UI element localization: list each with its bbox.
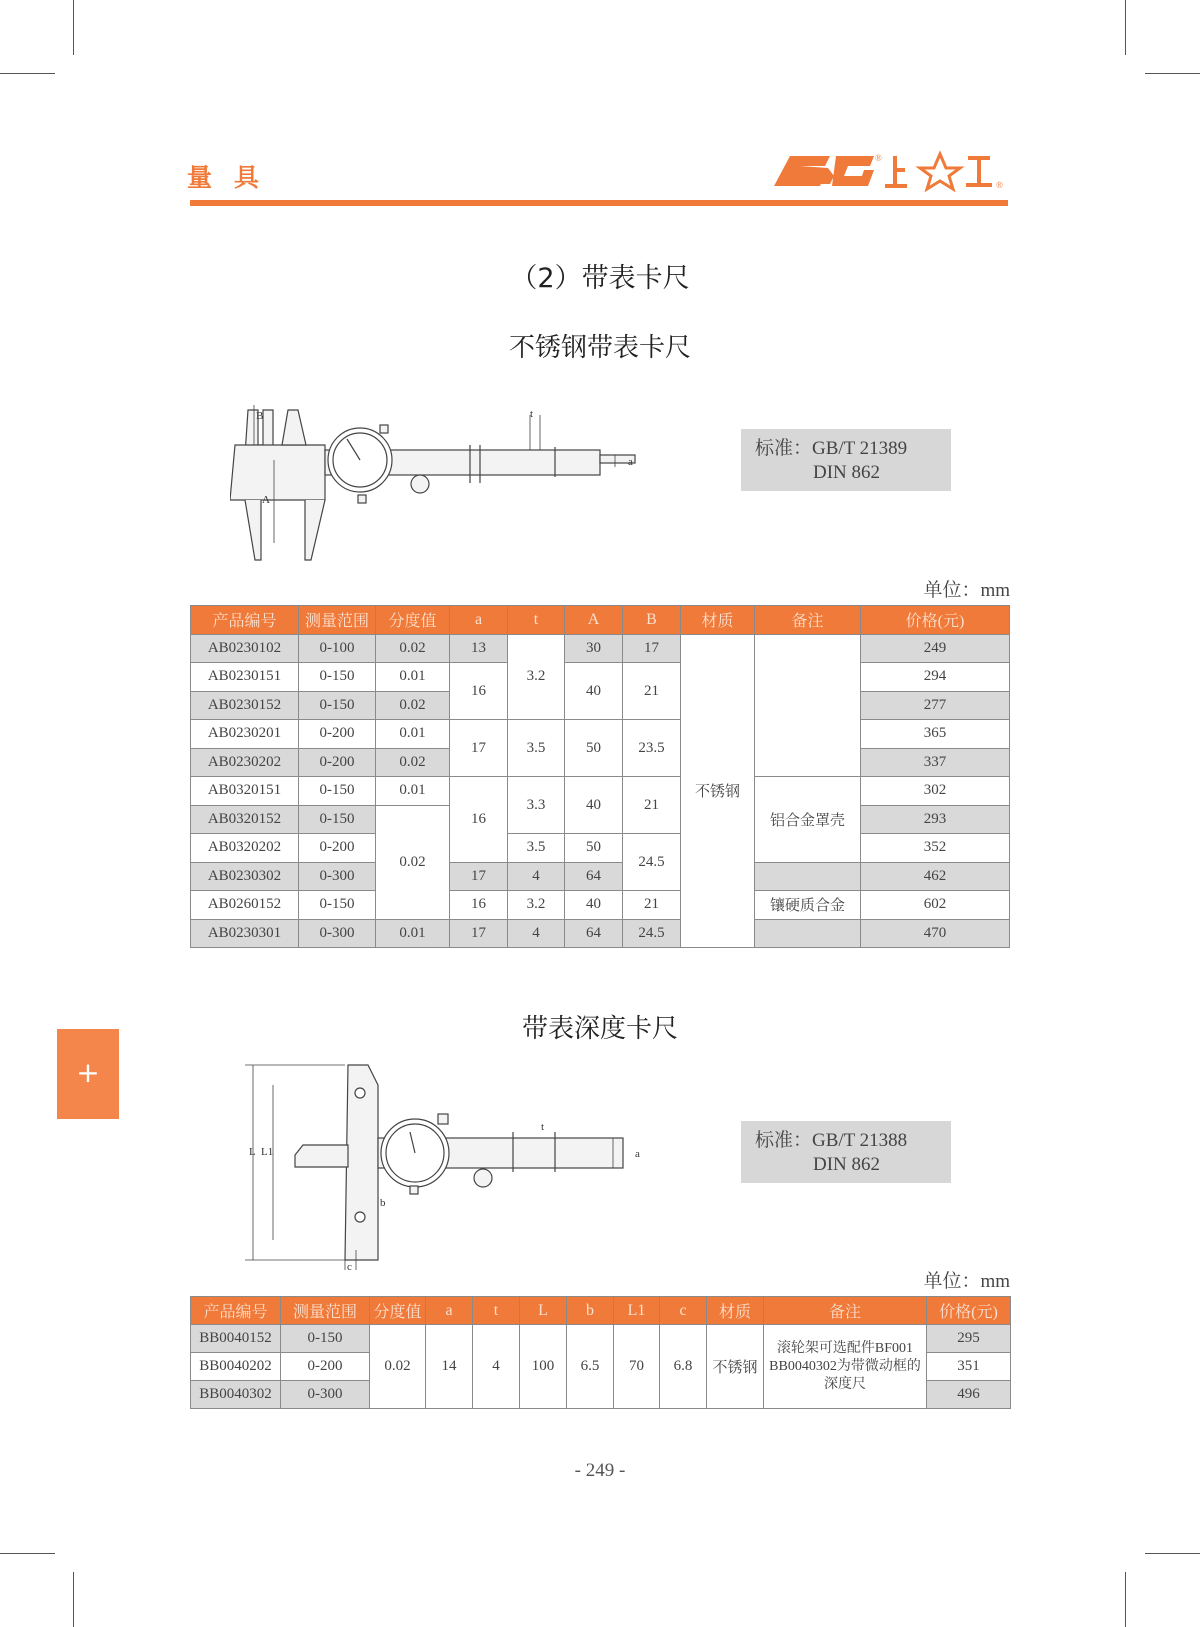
table-cell: 100 xyxy=(520,1325,567,1409)
table-cell: 0.02 xyxy=(376,748,450,777)
table-cell: 0-150 xyxy=(299,663,376,692)
table-cell: 14 xyxy=(426,1325,473,1409)
column-header: A xyxy=(565,606,623,635)
table-cell: 6.8 xyxy=(660,1325,707,1409)
table-cell: 0-150 xyxy=(299,891,376,920)
table-cell: 21 xyxy=(623,777,681,834)
table-cell: 3.2 xyxy=(508,891,565,920)
table-cell: AB0320151 xyxy=(191,777,299,806)
table-row xyxy=(191,663,1010,692)
table-cell: 64 xyxy=(565,862,623,891)
table-row xyxy=(191,862,1010,891)
table-cell: BB0040152 xyxy=(191,1325,281,1353)
svg-text:®: ® xyxy=(996,180,1003,190)
page-title: （2）带表卡尺 xyxy=(510,263,690,294)
table-cell: 4 xyxy=(473,1325,520,1409)
side-tab-plus-button[interactable] xyxy=(57,1029,119,1119)
spec-table-calipers xyxy=(190,605,1010,948)
table-cell: 24.5 xyxy=(623,919,681,948)
table-row xyxy=(191,834,1010,863)
table-cell: 0.01 xyxy=(376,720,450,749)
table-cell: 不锈钢 xyxy=(707,1325,764,1409)
table-cell: 17 xyxy=(450,720,508,777)
table-cell: 0-150 xyxy=(299,777,376,806)
table-cell: 滚轮架可选配件BF001 BB0040302为带微动框的深度尺 xyxy=(764,1325,927,1409)
column-header: 测量范围 xyxy=(281,1297,370,1325)
table-cell: 40 xyxy=(565,891,623,920)
column-header: 价格(元) xyxy=(861,606,1010,635)
table-cell: 0.02 xyxy=(376,691,450,720)
crop-mark xyxy=(1145,73,1200,74)
table-cell: 0.02 xyxy=(376,634,450,663)
table-cell: 13 xyxy=(450,634,508,663)
section-label: 量具 xyxy=(187,163,282,192)
label-a: a xyxy=(635,1148,640,1160)
table-cell: 0.02 xyxy=(376,805,450,919)
table-row xyxy=(191,1325,1011,1353)
crop-mark xyxy=(0,1553,55,1554)
table-cell: 70 xyxy=(614,1325,660,1409)
table-cell: 249 xyxy=(861,634,1010,663)
table-cell xyxy=(755,862,861,891)
table-cell: 0.01 xyxy=(376,777,450,806)
table-cell: 不锈钢 xyxy=(681,634,755,948)
table-cell: 293 xyxy=(861,805,1010,834)
table-cell: 3.5 xyxy=(508,834,565,863)
table-cell: 351 xyxy=(927,1353,1011,1381)
column-header: b xyxy=(567,1297,614,1325)
table-cell: 铝合金罩壳 xyxy=(755,777,861,863)
column-header: c xyxy=(660,1297,707,1325)
table-cell: 352 xyxy=(861,834,1010,863)
table-cell: 24.5 xyxy=(623,834,681,891)
table-cell: 17 xyxy=(623,634,681,663)
svg-text:®: ® xyxy=(875,153,882,163)
label-t: t xyxy=(541,1121,545,1133)
table-cell: 40 xyxy=(565,663,623,720)
column-header: L1 xyxy=(614,1297,660,1325)
table-cell: 365 xyxy=(861,720,1010,749)
unit-label: 单位：mm xyxy=(923,580,1010,601)
crop-mark xyxy=(0,73,55,74)
table-cell: 337 xyxy=(861,748,1010,777)
column-header: a xyxy=(426,1297,473,1325)
table-row xyxy=(191,634,1010,663)
table-cell: 16 xyxy=(450,777,508,863)
table-cell: 0-150 xyxy=(299,691,376,720)
section-title: 带表深度卡尺 xyxy=(521,1014,678,1044)
column-header: 测量范围 xyxy=(299,606,376,635)
table-cell: 3.5 xyxy=(508,720,565,777)
table-cell xyxy=(755,919,861,948)
table-cell: AB0320152 xyxy=(191,805,299,834)
table-cell: 0.01 xyxy=(376,919,450,948)
label-L: L xyxy=(249,1146,256,1158)
table-cell: AB0230151 xyxy=(191,663,299,692)
table-cell: 17 xyxy=(450,862,508,891)
column-header: 材质 xyxy=(707,1297,764,1325)
table-cell: 0-150 xyxy=(299,805,376,834)
table-cell: 30 xyxy=(565,634,623,663)
table-cell: 0.02 xyxy=(370,1325,426,1409)
table-cell: AB0230202 xyxy=(191,748,299,777)
table-cell: 496 xyxy=(927,1381,1011,1409)
crop-mark xyxy=(1125,0,1126,55)
dial-caliper-diagram xyxy=(230,405,650,565)
standard-text-2: DIN 862 xyxy=(813,1154,881,1175)
table-cell: 0-200 xyxy=(299,748,376,777)
table-cell: AB0230302 xyxy=(191,862,299,891)
label-L1: L1 xyxy=(261,1146,274,1158)
crop-mark xyxy=(1145,1553,1200,1554)
table-cell: 21 xyxy=(623,663,681,720)
table-cell: 50 xyxy=(565,720,623,777)
label-t: t xyxy=(530,408,534,420)
column-header: 备注 xyxy=(755,606,861,635)
table-cell xyxy=(755,634,861,777)
table-cell: AB0230152 xyxy=(191,691,299,720)
label-A: A xyxy=(262,494,270,506)
column-header: 分度值 xyxy=(376,606,450,635)
standard-text-2: DIN 862 xyxy=(813,462,881,483)
table-cell: 16 xyxy=(450,891,508,920)
table-cell: 0-300 xyxy=(299,862,376,891)
table-cell: 0-200 xyxy=(281,1353,370,1381)
table-cell: 295 xyxy=(927,1325,1011,1353)
standard-text: 标准：GB/T 21389 xyxy=(755,438,908,459)
column-header: a xyxy=(450,606,508,635)
table-cell: 0-300 xyxy=(299,919,376,948)
column-header: 价格(元) xyxy=(927,1297,1011,1325)
table-cell: 3.2 xyxy=(508,634,565,720)
table-cell: BB0040302 xyxy=(191,1381,281,1409)
crop-mark xyxy=(73,1572,74,1627)
table-cell: 470 xyxy=(861,919,1010,948)
table-cell: AB0230201 xyxy=(191,720,299,749)
dial-depth-gauge-diagram xyxy=(245,1060,665,1275)
column-header: B xyxy=(623,606,681,635)
table-cell: 462 xyxy=(861,862,1010,891)
plus-icon: + xyxy=(76,1056,100,1089)
table-cell: 50 xyxy=(565,834,623,863)
label-c: c xyxy=(347,1261,352,1273)
table-cell: AB0230301 xyxy=(191,919,299,948)
table-row xyxy=(191,919,1010,948)
column-header: 材质 xyxy=(681,606,755,635)
table-cell: 0-100 xyxy=(299,634,376,663)
label-B: B xyxy=(256,410,264,422)
spec-table-depth-gauges xyxy=(190,1296,1011,1409)
brand-logo xyxy=(770,148,1010,193)
standard-text: 标准：GB/T 21388 xyxy=(755,1130,908,1151)
table-cell: 0-200 xyxy=(299,720,376,749)
header-divider xyxy=(190,200,1008,206)
table-cell: 23.5 xyxy=(623,720,681,777)
label-a: a xyxy=(628,456,633,468)
column-header: t xyxy=(508,606,565,635)
standard-box xyxy=(741,1121,951,1183)
table-cell: 602 xyxy=(861,891,1010,920)
table-cell: AB0230102 xyxy=(191,634,299,663)
table-cell: 镶硬质合金 xyxy=(755,891,861,920)
table-row xyxy=(191,720,1010,749)
table-cell: 294 xyxy=(861,663,1010,692)
table-row xyxy=(191,777,1010,806)
crop-mark xyxy=(1125,1572,1126,1627)
label-b: b xyxy=(380,1197,386,1209)
table-cell: 0-200 xyxy=(299,834,376,863)
column-header: 备注 xyxy=(764,1297,927,1325)
table-cell: 4 xyxy=(508,919,565,948)
table-cell: 0-300 xyxy=(281,1381,370,1409)
table-cell: 17 xyxy=(450,919,508,948)
table-cell: 21 xyxy=(623,891,681,920)
table-cell: 0.01 xyxy=(376,663,450,692)
table-cell: 40 xyxy=(565,777,623,834)
table-cell: AB0260152 xyxy=(191,891,299,920)
column-header: 分度值 xyxy=(370,1297,426,1325)
column-header: 产品编号 xyxy=(191,606,299,635)
section-title: 不锈钢带表卡尺 xyxy=(508,333,691,363)
column-header: L xyxy=(520,1297,567,1325)
column-header: 产品编号 xyxy=(191,1297,281,1325)
column-header: t xyxy=(473,1297,520,1325)
table-cell: BB0040202 xyxy=(191,1353,281,1381)
table-cell: 0-150 xyxy=(281,1325,370,1353)
table-cell: 277 xyxy=(861,691,1010,720)
crop-mark xyxy=(73,0,74,55)
page-number: - 249 - xyxy=(574,1460,626,1481)
table-cell: 6.5 xyxy=(567,1325,614,1409)
table-cell: 4 xyxy=(508,862,565,891)
table-cell: 3.3 xyxy=(508,777,565,834)
unit-label: 单位：mm xyxy=(923,1271,1010,1292)
table-cell: 64 xyxy=(565,919,623,948)
table-cell: 302 xyxy=(861,777,1010,806)
table-row xyxy=(191,891,1010,920)
standard-box xyxy=(741,429,951,491)
table-cell: 16 xyxy=(450,663,508,720)
table-cell: AB0320202 xyxy=(191,834,299,863)
